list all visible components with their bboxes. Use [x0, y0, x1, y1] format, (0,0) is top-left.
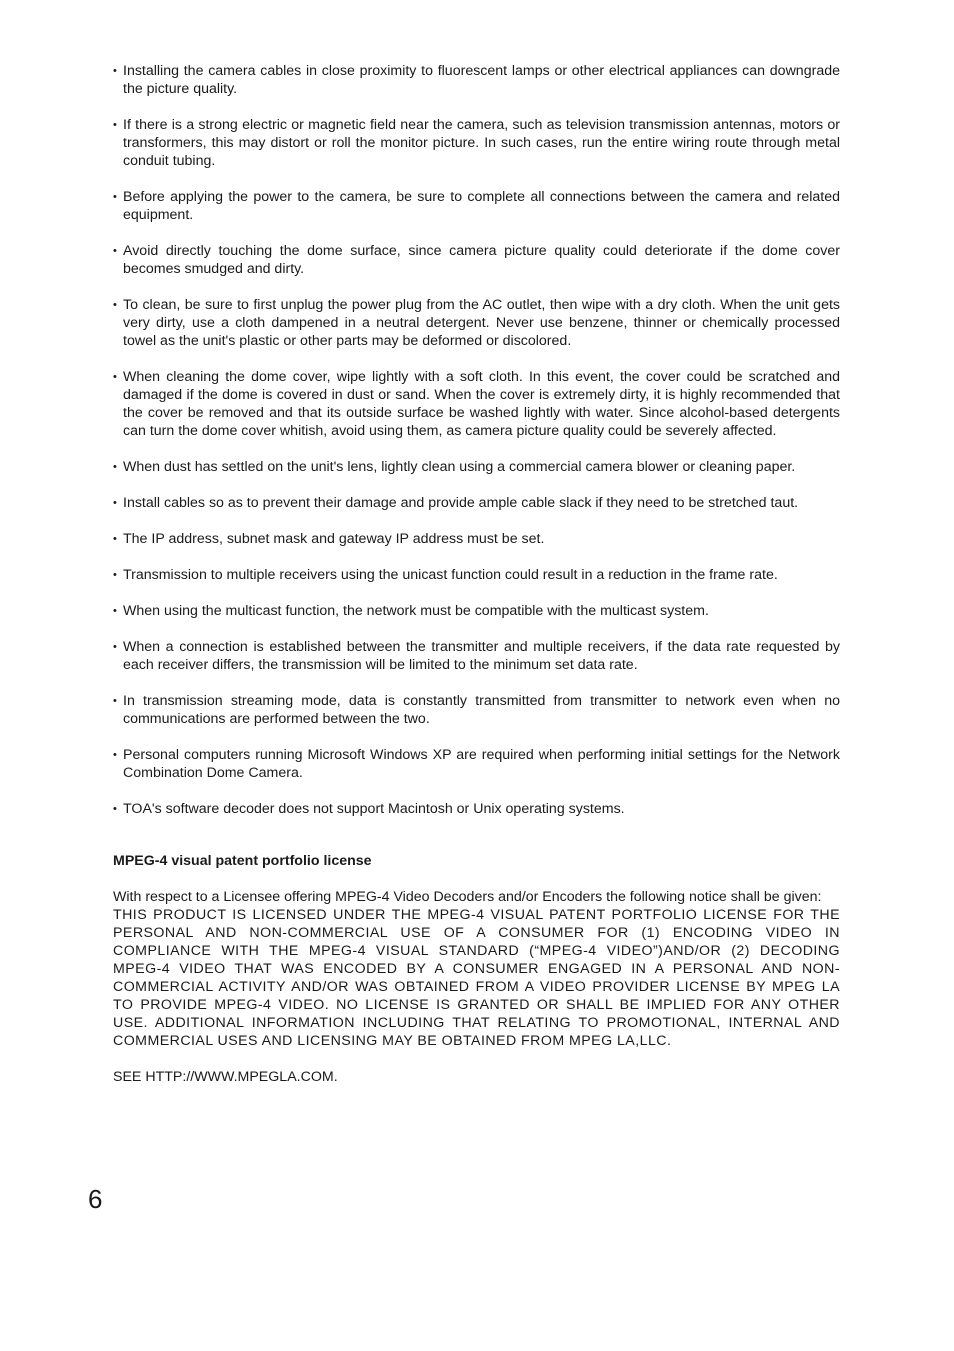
- list-item: [113, 62, 840, 98]
- list-item-text: To clean, be sure to first unplug the power plug from the AC outlet, then wipe with a dry cloth. When the unit gets very dirty, use a cloth dampened in a neutral detergent. Never use benzene, thinner or chemically processed towel as the unit's plastic or other parts may be deformed or discolored.: [123, 297, 840, 349]
- list-item: [113, 530, 840, 548]
- list-item: [113, 800, 840, 818]
- list-item-text: Install cables so as to prevent their damage and provide ample cable slack if they need to be stretched taut.: [123, 495, 799, 511]
- page-content: [113, 62, 840, 1086]
- list-item-text: TOA's software decoder does not support Macintosh or Unix operating systems.: [123, 801, 625, 817]
- list-item: [113, 242, 840, 278]
- list-item: [113, 296, 840, 350]
- bullet-icon: •: [113, 191, 117, 203]
- list-item-text: In transmission streaming mode, data is constantly transmitted from transmitter to network even when no communications are performed between the two.: [123, 693, 840, 727]
- list-item-text: Personal computers running Microsoft Windows XP are required when performing initial settings for the Network Combination Dome Camera.: [123, 747, 840, 781]
- list-item-text: When cleaning the dome cover, wipe lightly with a soft cloth. In this event, the cover could be scratched and damaged if the dome is covered in dust or sand. When the cover is extremely dirty, it is highly recommended that the cover be removed and that its outside surface be washed lightly with water. Since alcohol-based detergents can turn the dome cover whitish, avoid using them, as camera picture quality could be severely affected.: [123, 369, 840, 439]
- bullet-icon: •: [113, 533, 117, 545]
- license-see-link-text: SEE HTTP://WWW.MPEGLA.COM.: [113, 1069, 338, 1085]
- bullet-icon: •: [113, 245, 117, 257]
- bullet-icon: •: [113, 299, 117, 311]
- list-item-text: If there is a strong electric or magnetic field near the camera, such as television transmission antennas, motors or transformers, this may distort or roll the monitor picture. In such cases, run the entire wiring route through metal conduit tubing.: [123, 117, 840, 169]
- list-item-text: Avoid directly touching the dome surface, since camera picture quality could deteriorate if the dome cover becomes smudged and dirty.: [123, 243, 840, 277]
- list-item: [113, 566, 840, 584]
- bullet-icon: •: [113, 641, 117, 653]
- list-item-text: When dust has settled on the unit's lens, lightly clean using a commercial camera blower or cleaning paper.: [123, 459, 796, 475]
- list-item-text: The IP address, subnet mask and gateway IP address must be set.: [123, 531, 545, 547]
- list-item-text: Installing the camera cables in close proximity to fluorescent lamps or other electrical appliances can downgrade the picture quality.: [123, 63, 840, 97]
- bullet-icon: •: [113, 803, 117, 815]
- license-notice: THIS PRODUCT IS LICENSED UNDER THE MPEG-4 VISUAL PATENT PORTFOLIO LICENSE FOR THE PERSONAL AND NON-COMMERCIAL USE OF A CONSUMER FOR (1) ENCODING VIDEO IN COMPLIANCE WITH THE MPEG-4 VISUAL STANDARD (“MPEG-4 VIDEO”)AND/OR (2) DECODING MPEG-4 VIDEO THAT WAS ENCODED BY A CONSUMER ENGAGED IN A PERSONAL AND NON-COMMERCIAL ACTIVITY AND/OR WAS OBTAINED FROM A VIDEO PROVIDER LICENSE BY MPEG LA TO PROVIDE MPEG-4 VIDEO. NO LICENSE IS GRANTED OR SHALL BE IMPLIED FOR ANY OTHER USE. ADDITIONAL INFORMATION INCLUDING THAT RELATING TO PROMOTIONAL, INTERNAL AND COMMERCIAL USES AND LICENSING MAY BE OBTAINED FROM MPEG LA,LLC.: [113, 907, 840, 1049]
- bullet-icon: •: [113, 461, 117, 473]
- list-item: [113, 602, 840, 620]
- bullet-icon: •: [113, 497, 117, 509]
- list-item: [113, 368, 840, 440]
- list-item: [113, 116, 840, 170]
- bullet-icon: •: [113, 371, 117, 383]
- list-item: [113, 188, 840, 224]
- bullet-icon: •: [113, 749, 117, 761]
- bullet-icon: •: [113, 605, 117, 617]
- bullet-icon: •: [113, 695, 117, 707]
- list-item: [113, 746, 840, 782]
- bullet-icon: •: [113, 569, 117, 581]
- list-item-text: When a connection is established between the transmitter and multiple receivers, if the data rate requested by each receiver differs, the transmission will be limited to the minimum set data rate.: [123, 639, 840, 673]
- bullet-icon: •: [113, 65, 117, 77]
- license-intro: With respect to a Licensee offering MPEG-4 Video Decoders and/or Encoders the following notice shall be given:: [113, 889, 822, 905]
- bullet-icon: •: [113, 119, 117, 131]
- list-item: [113, 692, 840, 728]
- license-heading: MPEG-4 visual patent portfolio license: [113, 853, 372, 869]
- list-item: [113, 494, 840, 512]
- precautions-list: [113, 62, 840, 818]
- list-item-text: When using the multicast function, the network must be compatible with the multicast system.: [123, 603, 709, 619]
- list-item: [113, 458, 840, 476]
- list-item-text: Before applying the power to the camera, be sure to complete all connections between the camera and related equipment.: [123, 189, 840, 223]
- list-item-text: Transmission to multiple receivers using the unicast function could result in a reduction in the frame rate.: [123, 567, 778, 583]
- page-number: 6: [88, 1184, 103, 1214]
- list-item: [113, 638, 840, 674]
